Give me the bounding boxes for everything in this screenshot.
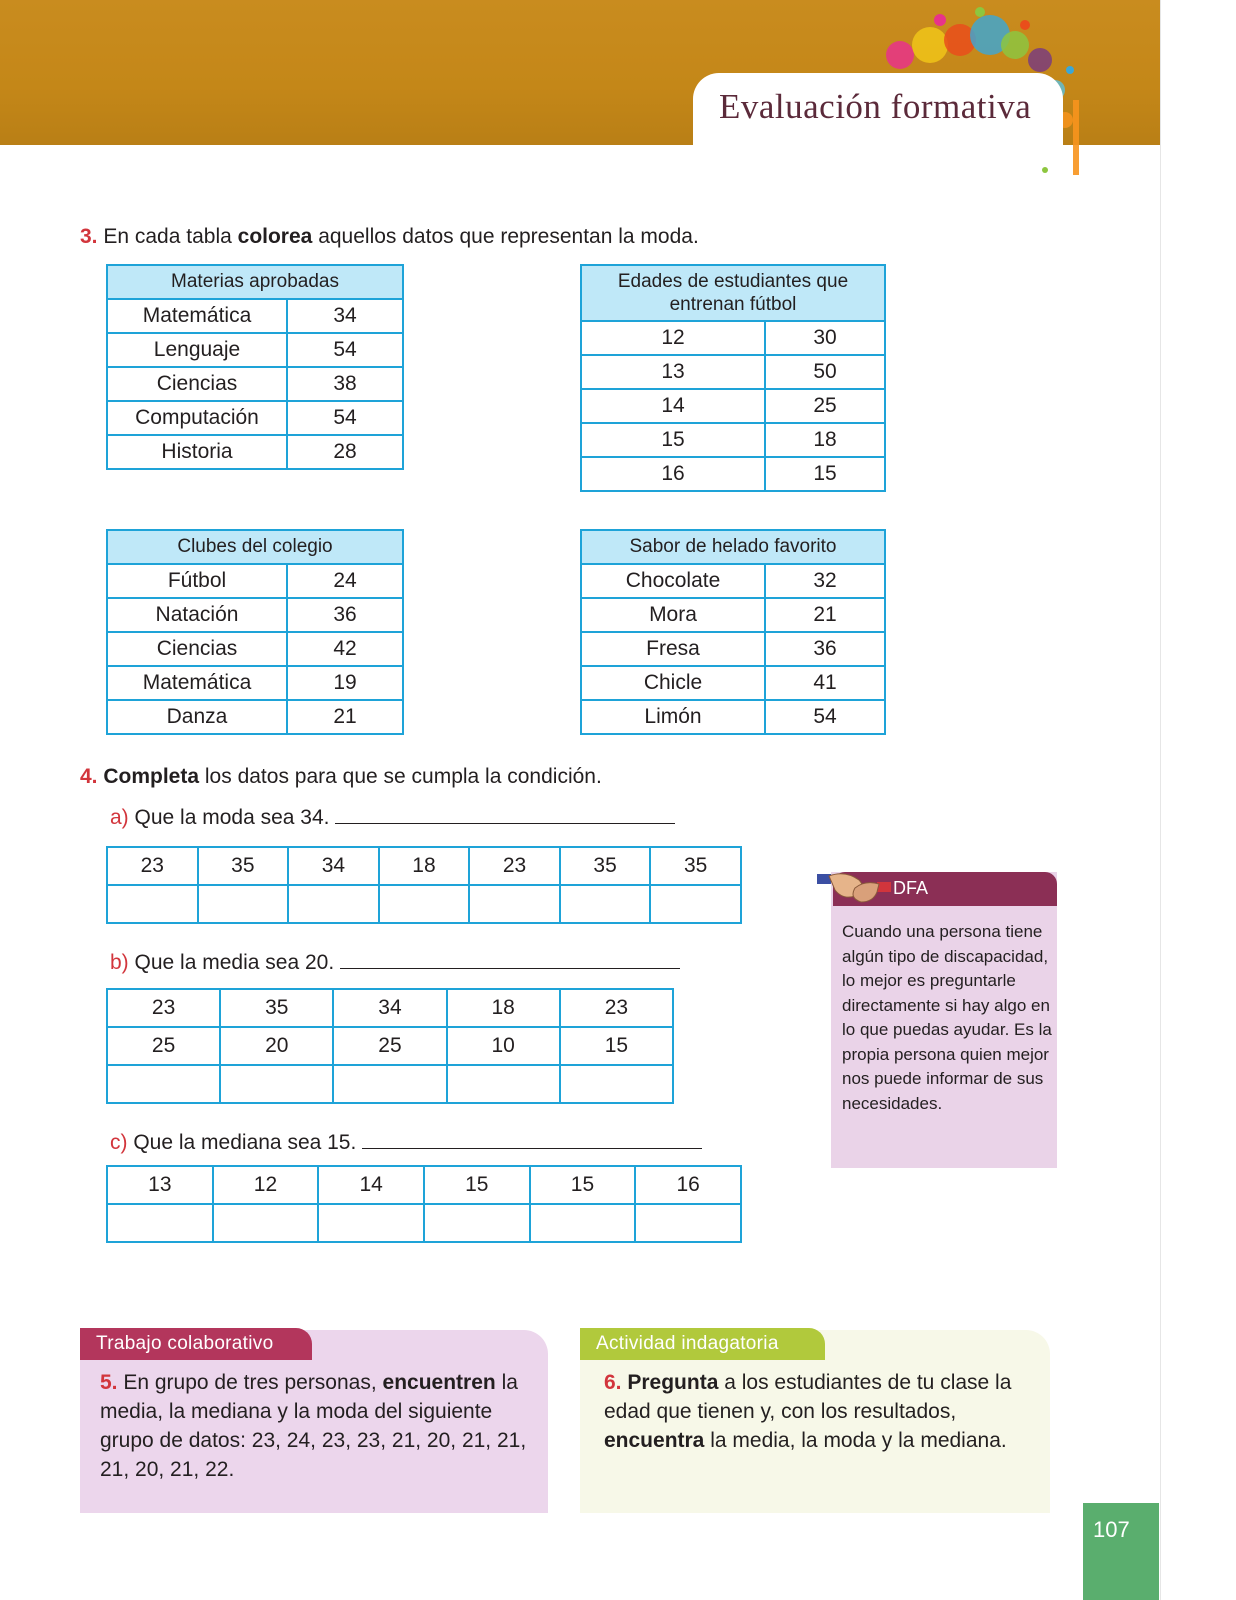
cell: 35: [198, 847, 289, 885]
table-edades: [580, 264, 886, 492]
cell[interactable]: 13: [581, 355, 765, 389]
answer-cell[interactable]: [333, 1065, 446, 1103]
question-number: 3.: [80, 225, 98, 248]
cell: 16: [635, 1166, 741, 1204]
table-title: Sabor de helado favorito: [581, 530, 885, 564]
cell[interactable]: 41: [765, 666, 885, 700]
cell: 15: [424, 1166, 530, 1204]
cell: 23: [107, 847, 198, 885]
cell[interactable]: 21: [287, 700, 403, 734]
answer-line[interactable]: [335, 822, 675, 824]
answer-cell[interactable]: [107, 1204, 213, 1242]
cell: 18: [379, 847, 470, 885]
question-3: [80, 225, 699, 249]
answer-cell[interactable]: [650, 885, 741, 923]
cell[interactable]: 14: [581, 389, 765, 423]
cell: 23: [469, 847, 560, 885]
question-number: 6.: [604, 1371, 622, 1394]
answer-cell[interactable]: [220, 1065, 333, 1103]
table-4c: [106, 1165, 742, 1243]
cell[interactable]: 38: [287, 367, 403, 401]
table-4b: [106, 988, 674, 1104]
cell[interactable]: 15: [765, 457, 885, 491]
question-number: 5.: [100, 1371, 118, 1394]
cell[interactable]: 12: [581, 321, 765, 355]
cell: 25: [107, 1027, 220, 1065]
cell: 35: [650, 847, 741, 885]
question-text: la media, la mediana y la moda del siguiente grupo de datos: 23, 24, 23, 23, 21, 20, 21, 21, 21, 20, 21, 22.: [100, 1371, 527, 1481]
cell[interactable]: Ciencias: [107, 367, 287, 401]
cell: 18: [447, 989, 560, 1027]
cell[interactable]: 25: [765, 389, 885, 423]
cell: 12: [213, 1166, 319, 1204]
answer-cell[interactable]: [318, 1204, 424, 1242]
question-text: En grupo de tres personas,: [123, 1371, 377, 1394]
cell[interactable]: 18: [765, 423, 885, 457]
cell: 15: [560, 1027, 673, 1065]
cell: 15: [530, 1166, 636, 1204]
item-4a: [110, 806, 675, 830]
cell[interactable]: 21: [765, 598, 885, 632]
table-clubes: [106, 529, 404, 735]
item-label: a): [110, 806, 129, 829]
answer-cell[interactable]: [530, 1204, 636, 1242]
cell[interactable]: 16: [581, 457, 765, 491]
question-number: 4.: [80, 765, 98, 788]
dfa-title: DFA: [893, 878, 929, 898]
question-6: [604, 1368, 1024, 1455]
cell[interactable]: Chicle: [581, 666, 765, 700]
question-keyword: colorea: [237, 225, 313, 248]
question-4: [80, 765, 602, 789]
page-number: 107: [1093, 1517, 1130, 1542]
item-4b: [110, 951, 680, 975]
table-title: Materias aprobadas: [107, 265, 403, 299]
cell[interactable]: 54: [287, 401, 403, 435]
cell: 13: [107, 1166, 213, 1204]
item-label: c): [110, 1131, 128, 1154]
table-title: Clubes del colegio: [107, 530, 403, 564]
cell: 35: [560, 847, 651, 885]
cell[interactable]: Matemática: [107, 666, 287, 700]
indag-tab-label: Actividad indagatoria: [596, 1333, 779, 1354]
cell[interactable]: Historia: [107, 435, 287, 469]
cell[interactable]: 15: [581, 423, 765, 457]
indag-tab: [580, 1328, 825, 1360]
cell: 34: [333, 989, 446, 1027]
cell[interactable]: Natación: [107, 598, 287, 632]
cell[interactable]: 54: [765, 700, 885, 734]
answer-cell[interactable]: [424, 1204, 530, 1242]
question-keyword: encuentren: [382, 1371, 496, 1394]
question-text: aquellos datos que representan la moda.: [318, 225, 699, 248]
question-text: la media, la moda y la mediana.: [710, 1429, 1007, 1452]
question-keyword: Pregunta: [627, 1371, 719, 1394]
item-text: Que la media sea 20.: [134, 951, 335, 974]
item-text: Que la mediana sea 15.: [133, 1131, 357, 1154]
item-text: Que la moda sea 34.: [134, 806, 330, 829]
table-title: Edades de estudiantes que entrenan fútbol: [581, 265, 885, 321]
answer-cell[interactable]: [635, 1204, 741, 1242]
page-edge: [1160, 0, 1236, 1600]
cell[interactable]: 42: [287, 632, 403, 666]
cell: 23: [107, 989, 220, 1027]
question-keyword: Completa: [103, 765, 200, 788]
table-4a: [106, 846, 742, 924]
answer-cell[interactable]: [198, 885, 289, 923]
cell: 10: [447, 1027, 560, 1065]
question-keyword: encuentra: [604, 1429, 705, 1452]
cell[interactable]: 30: [765, 321, 885, 355]
cell[interactable]: Fútbol: [107, 564, 287, 598]
question-5: [100, 1368, 540, 1484]
answer-cell[interactable]: [469, 885, 560, 923]
answer-line[interactable]: [340, 967, 680, 969]
cell[interactable]: Mora: [581, 598, 765, 632]
answer-cell[interactable]: [560, 885, 651, 923]
cell[interactable]: Danza: [107, 700, 287, 734]
answer-cell[interactable]: [560, 1065, 673, 1103]
collab-tab: [80, 1328, 312, 1360]
cell[interactable]: 50: [765, 355, 885, 389]
answer-cell[interactable]: [107, 1065, 220, 1103]
section-title-tab: [693, 73, 1063, 163]
cell: 20: [220, 1027, 333, 1065]
cell[interactable]: 54: [287, 333, 403, 367]
cell[interactable]: 34: [287, 299, 403, 333]
dfa-text: Cuando una persona tiene algún tipo de discapacidad, lo mejor es preguntarle directamente si hay algo en lo que puedas ayudar. Es la propia persona quien mejor nos puede informar de sus necesidades.: [842, 922, 1052, 1113]
cell[interactable]: Matemática: [107, 299, 287, 333]
cell: 25: [333, 1027, 446, 1065]
answer-cell[interactable]: [447, 1065, 560, 1103]
cell[interactable]: 19: [287, 666, 403, 700]
cell[interactable]: 36: [765, 632, 885, 666]
cell[interactable]: 24: [287, 564, 403, 598]
cell[interactable]: Fresa: [581, 632, 765, 666]
question-text: a los estudiantes de tu clase la edad que tienen y, con los resultados,: [604, 1371, 1012, 1423]
cell[interactable]: Limón: [581, 700, 765, 734]
cell: 35: [220, 989, 333, 1027]
cell: 14: [318, 1166, 424, 1204]
question-text: los datos para que se cumpla la condición.: [204, 765, 602, 788]
cell[interactable]: Lenguaje: [107, 333, 287, 367]
answer-cell[interactable]: [213, 1204, 319, 1242]
question-text: En cada tabla: [103, 225, 232, 248]
cell[interactable]: Ciencias: [107, 632, 287, 666]
cell: 34: [288, 847, 379, 885]
cell[interactable]: Chocolate: [581, 564, 765, 598]
cell: 23: [560, 989, 673, 1027]
answer-cell[interactable]: [107, 885, 198, 923]
collab-tab-label: Trabajo colaborativo: [96, 1333, 274, 1354]
answer-cell[interactable]: [288, 885, 379, 923]
cell[interactable]: Computación: [107, 401, 287, 435]
cell[interactable]: 36: [287, 598, 403, 632]
page-number-tab: [1083, 1503, 1159, 1600]
handshake-icon: [815, 860, 895, 920]
cell[interactable]: 28: [287, 435, 403, 469]
item-label: b): [110, 951, 129, 974]
section-title: Evaluación formativa: [719, 87, 1032, 126]
item-4c: [110, 1131, 702, 1155]
table-helado: [580, 529, 886, 735]
cell[interactable]: 32: [765, 564, 885, 598]
table-materias: [106, 264, 404, 470]
answer-line[interactable]: [362, 1147, 702, 1149]
answer-cell[interactable]: [379, 885, 470, 923]
